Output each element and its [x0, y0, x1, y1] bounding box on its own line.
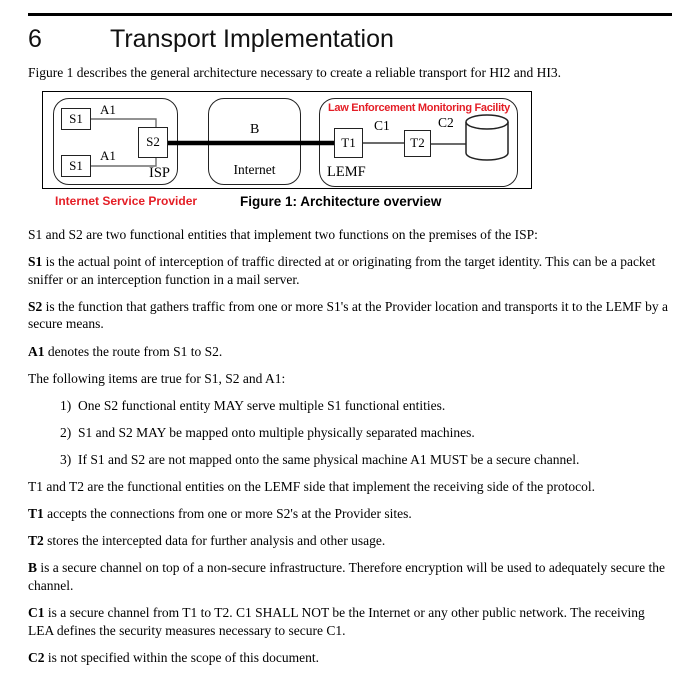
- list-item: [60, 424, 672, 442]
- node-s2: S2: [138, 127, 168, 158]
- paragraph-text: T1 and T2 are the functional entities on the LEMF side that implement the receiving side of the protocol.: [28, 479, 595, 495]
- paragraph-text: The following items are true for S1, S2 and A1:: [28, 370, 286, 386]
- lemf-label: LEMF: [327, 163, 366, 180]
- c1-label: C1: [374, 117, 390, 133]
- list-item-number: 2): [60, 424, 72, 440]
- a1-label-top: A1: [100, 101, 116, 117]
- paragraph-s1: [28, 253, 672, 288]
- paragraph-t2: [28, 532, 672, 550]
- paragraph-text: is a secure channel on top of a non-secure infrastructure. Therefore encryption will be used to adequately secure the channel.: [28, 560, 666, 593]
- paragraph-lead: S1: [28, 254, 43, 270]
- paragraph-s1s2-intro: [28, 226, 672, 244]
- paragraph-lead: T2: [28, 533, 44, 549]
- section-title: Transport Implementation: [110, 25, 394, 53]
- lemf-title: Law Enforcement Monitoring Facility: [327, 101, 511, 114]
- section-number: 6: [28, 25, 42, 53]
- paragraph-c1: [28, 604, 672, 639]
- intro-paragraph: Figure 1 describes the general architecture necessary to create a reliable transport for HI2 and HI3.: [28, 64, 562, 80]
- paragraph-lead: S2: [28, 298, 43, 314]
- isp-caption: Internet Service Provider: [55, 193, 198, 208]
- paragraph-lead: T1: [28, 506, 44, 522]
- list-item-text: S1 and S2 MAY be mapped onto multiple physically separated machines.: [78, 424, 475, 440]
- paragraph-lead: C2: [28, 649, 45, 665]
- node-s1-top: S1: [61, 108, 91, 130]
- paragraph-t1t2-intro: [28, 478, 672, 496]
- paragraph-text: denotes the route from S1 to S2.: [44, 343, 223, 359]
- node-s1-bottom: S1: [61, 155, 91, 177]
- paragraph-b: [28, 559, 672, 594]
- list-item: [60, 397, 672, 415]
- paragraph-t1: [28, 505, 672, 523]
- paragraph-text: stores the intercepted data for further analysis and other usage.: [43, 533, 386, 549]
- b-label: B: [250, 121, 260, 137]
- paragraph-text: is a secure channel from T1 to T2. C1 SHALL NOT be the Internet or any other public network. The receiving LEA defines the security measures necessary to secure C1.: [28, 605, 645, 638]
- list-item-text: If S1 and S2 are not mapped onto the same physical machine A1 MUST be a secure channel.: [78, 451, 580, 467]
- paragraph-text: accepts the connections from one or more S2's at the Provider sites.: [43, 506, 412, 522]
- figure-frame: [42, 91, 532, 189]
- figure-1: [28, 91, 672, 217]
- paragraph-text: is the function that gathers traffic from one or more S1's at the Provider location and transports it to the LEMF by a secure means.: [28, 298, 668, 332]
- paragraph-a1: [28, 343, 672, 361]
- list-item-number: 3): [60, 451, 72, 467]
- a1-connector-top: [91, 119, 156, 127]
- c2-label: C2: [438, 114, 454, 130]
- paragraph-s2: [28, 298, 672, 333]
- a1-label-bottom: A1: [100, 147, 116, 163]
- rules-list: [60, 397, 672, 469]
- paragraph-list-intro: [28, 370, 672, 388]
- paragraph-text: S1 and S2 are two functional entities that implement two functions on the premises of the ISP:: [28, 227, 538, 243]
- list-item-number: 1): [60, 397, 72, 413]
- section-top-rule: [28, 13, 672, 16]
- figure-caption: Figure 1: Architecture overview: [240, 193, 442, 209]
- paragraph-text: is not specified within the scope of this document.: [44, 649, 319, 665]
- paragraph-lead: A1: [28, 343, 45, 359]
- node-t2: T2: [404, 130, 431, 157]
- list-item-text: One S2 functional entity MAY serve multiple S1 functional entities.: [78, 397, 446, 413]
- section-heading: [28, 25, 672, 54]
- node-t1: T1: [334, 128, 363, 158]
- internet-label: Internet: [233, 161, 276, 177]
- paragraph-c2: [28, 649, 672, 667]
- paragraph-lead: C1: [28, 605, 45, 620]
- paragraph-lead: B: [28, 560, 38, 576]
- list-item: [60, 451, 672, 469]
- paragraph-text: is the actual point of interception of traffic directed at or originating from the target identity. This can be a packet sniffer or an interception function in a mail server.: [28, 254, 656, 287]
- database-cylinder-icon: [466, 115, 508, 160]
- isp-label: ISP: [149, 164, 170, 181]
